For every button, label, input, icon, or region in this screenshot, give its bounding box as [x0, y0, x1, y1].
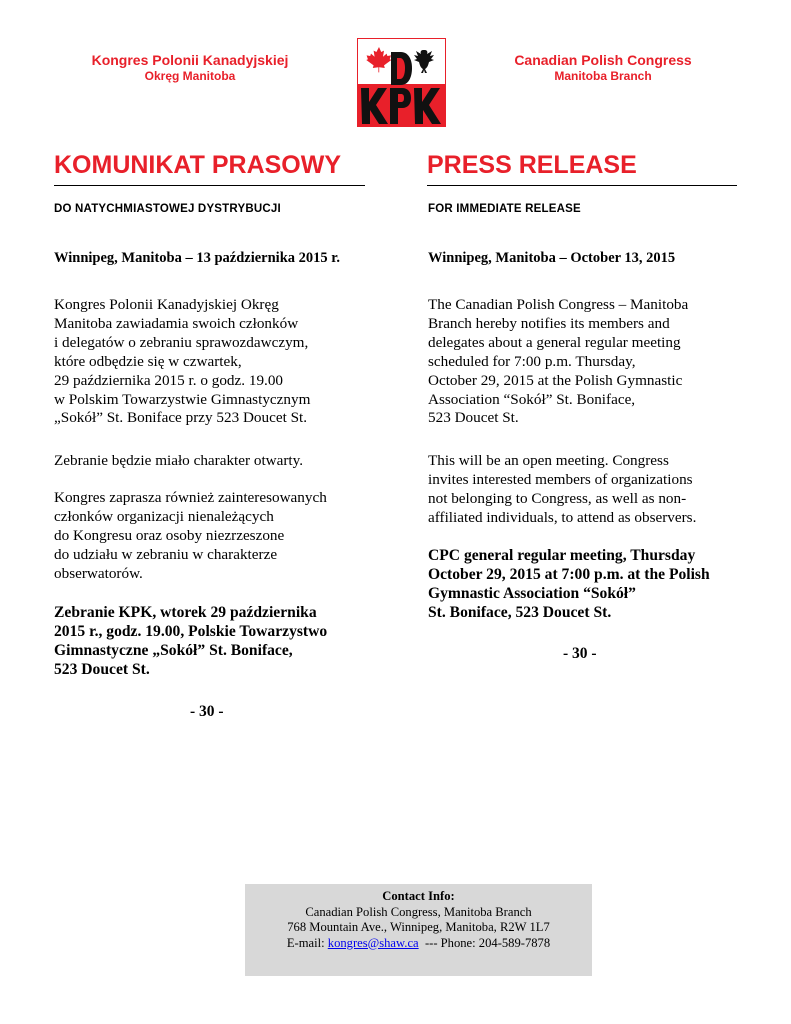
english-organization-header — [478, 52, 728, 84]
contact-phone: --- Phone: 204-589-7878 — [418, 935, 551, 950]
english-org-name: Canadian Polish Congress — [514, 52, 692, 68]
polish-meeting-summary: Zebranie KPK, wtorek 29 października 2015 r., godz. 19.00, Polskie Towarzystwo Gimnastyczne „Sokół” St. Boniface, 523 Doucet St. — [54, 604, 328, 678]
contact-title: Contact Info: — [382, 889, 455, 903]
polish-release-subhead: DO NATYCHMIASTOWEJ DYSTRYBUCJI — [54, 203, 281, 215]
polish-org-branch: Okręg Manitoba — [144, 69, 236, 83]
english-paragraph-open-meeting: This will be an open meeting. Congress invites interested members of organizations not belonging to Congress, as well as non- affiliated individuals, to attend as observers. — [428, 452, 697, 526]
contact-email-phone-line — [245, 936, 592, 952]
kpk-logo — [357, 38, 446, 127]
english-end-mark: - 30 - — [563, 645, 597, 662]
polish-paragraph-announcement: Kongres Polonii Kanadyjskiej Okręg Manitoba zawiadamia swoich członków i delegatów o zebraniu sprawozdawczym, które odbędzie się w czwartek, 29 października 2015 r. o godz. 19.00 w Polskim Towarzystwie Gimnastycznym „Sokół” St. Boniface przy 523 Doucet St. — [54, 296, 311, 427]
english-headline: PRESS RELEASE — [427, 151, 737, 186]
english-org-branch: Manitoba Branch — [554, 69, 652, 83]
english-paragraph-announcement: The Canadian Polish Congress – Manitoba Branch hereby notifies its members and delegates about a general regular meeting scheduled for 7:00 p.m. Thursday, October 29, 2015 at the Polish Gymnastic Association “Sokół” St. Boniface, 523 Doucet St. — [428, 296, 689, 427]
polish-paragraph-invitation: Kongres zaprasza również zainteresowanych członków organizacji nienależących do Kongresu oraz osoby niezrzeszone do udziału w zebraniu w charakterze obserwatorów. — [54, 489, 327, 582]
contact-organization: Canadian Polish Congress, Manitoba Branch — [305, 904, 532, 919]
contact-info-box — [245, 884, 592, 976]
polish-org-name: Kongres Polonii Kanadyjskiej — [91, 52, 289, 68]
contact-email-link[interactable]: kongres@shaw.ca — [327, 935, 419, 950]
contact-address: 768 Mountain Ave., Winnipeg, Manitoba, R2W 1L7 — [287, 920, 550, 934]
english-meeting-summary: CPC general regular meeting, Thursday October 29, 2015 at 7:00 p.m. at the Polish Gymnastic Association “Sokół” St. Boniface, 523 Doucet St. — [428, 547, 710, 621]
contact-email-prefix: E-mail: — [286, 935, 328, 950]
english-dateline: Winnipeg, Manitoba – October 13, 2015 — [428, 250, 676, 266]
english-release-subhead: FOR IMMEDIATE RELEASE — [428, 203, 581, 215]
polish-end-mark: - 30 - — [190, 703, 224, 720]
polish-organization-header — [60, 52, 320, 84]
polish-paragraph-open-meeting: Zebranie będzie miało charakter otwarty. — [54, 452, 304, 469]
polish-headline: KOMUNIKAT PRASOWY — [54, 151, 365, 186]
polish-dateline: Winnipeg, Manitoba – 13 października 2015 r. — [54, 250, 341, 266]
